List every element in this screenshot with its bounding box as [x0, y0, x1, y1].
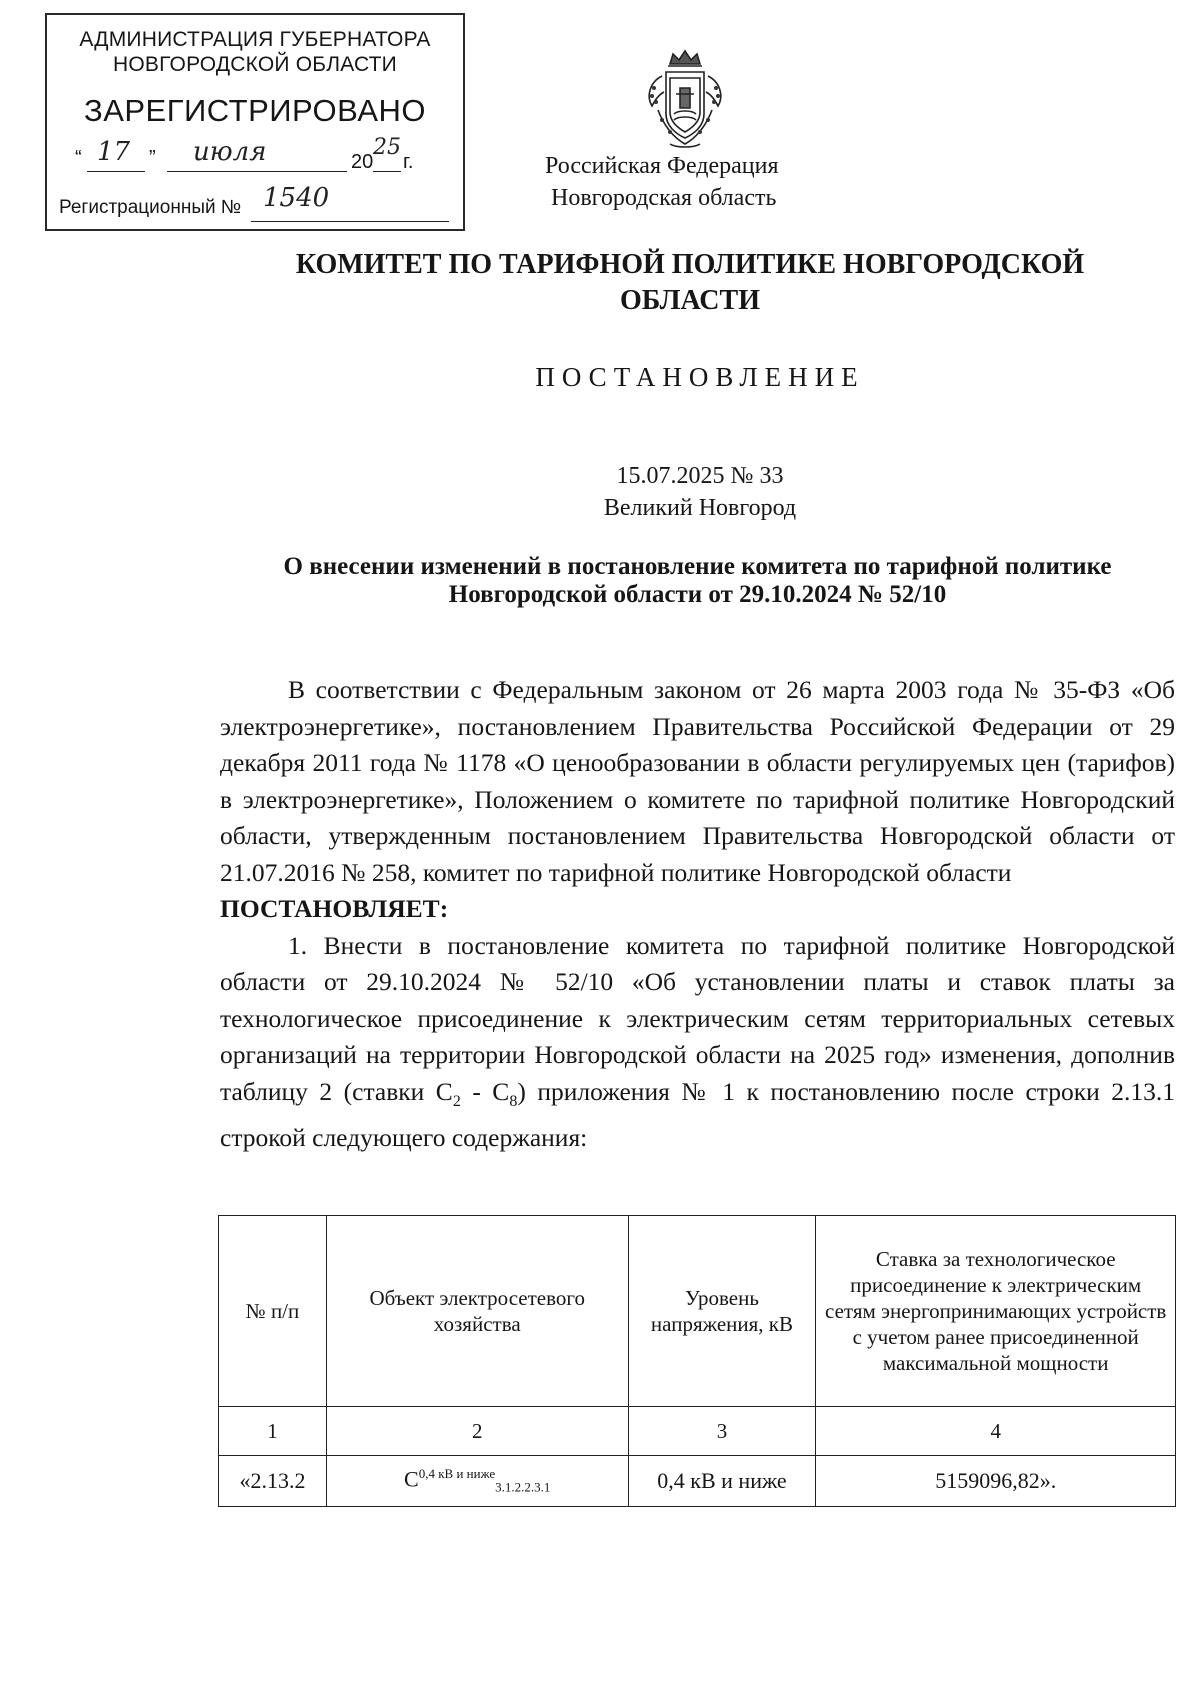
- row-number: «2.13.2: [219, 1456, 327, 1507]
- header-country: Российская Федерация: [545, 153, 779, 179]
- table-header-cell: Ставка за технологическое присоединение к электрическим сетям энергопринимающих устройств с учетом ранее присоединенной максимальной мощности: [816, 1216, 1176, 1407]
- header-region: Новгородская область: [551, 185, 777, 211]
- row-object-sup: 0,4 кВ и ниже: [418, 1466, 496, 1482]
- stamp-year-suffix: 25: [373, 135, 401, 160]
- stamp-year-prefix: 20: [351, 151, 374, 173]
- row-object: [326, 1456, 628, 1507]
- item-1-end: ) приложения № 1 к постановлению после строки 2.13.1 строкой следующего содержания:: [220, 1076, 1176, 1153]
- table-header-cell: Объект электросетевого хозяйства: [326, 1216, 628, 1407]
- preamble-paragraph: В соответствии с Федеральным законом от 26 марта 2003 года № 35-ФЗ «Об электроэнергетике», постановлением Правительства Российской Федерации от 29 декабря 2011 года № 1178 «О ценообразовании в области регулируемых цен (тарифов) в электроэнергетике», Положением о комитете по тарифной политике Новгородский области, утвержденным постановлением Правительства Новгородской области от 21.07.2016 № 258, комитет по тарифной политике Новгородской области: [220, 675, 1175, 887]
- item-1-sub-b: 8: [509, 1092, 518, 1110]
- item-1-sub-a: 2: [452, 1092, 461, 1110]
- table-header-cell: Уровень напряжения, кВ: [628, 1216, 816, 1407]
- committee-title: КОМИТЕТ ПО ТАРИФНОЙ ПОЛИТИКЕ НОВГОРОДСКОЙ ОБЛАСТИ: [295, 249, 1085, 316]
- document-city: Великий Новгород: [603, 495, 797, 521]
- stamp-reg-label: Регистрационный №: [59, 197, 242, 218]
- resolves-heading: ПОСТАНОВЛЯЕТ:: [220, 894, 449, 923]
- row-voltage: 0,4 кВ и ниже: [628, 1456, 816, 1507]
- table-header-cell: № п/п: [219, 1216, 327, 1407]
- stamp-org-line1: АДМИНИСТРАЦИЯ ГУБЕРНАТОРА: [79, 28, 431, 51]
- row-object-base: C: [404, 1466, 419, 1492]
- amendment-table: [218, 1215, 1176, 1507]
- table-number-cell: 2: [326, 1407, 628, 1456]
- stamp-month: июля: [193, 137, 267, 167]
- table-header-row: [219, 1216, 1176, 1407]
- stamp-org-line2: НОВГОРОДСКОЙ ОБЛАСТИ: [113, 53, 397, 76]
- document-subject: О внесении изменений в постановление комитета по тарифной политике Новгородской области от 29.10.2024 № 52/10: [283, 553, 1112, 608]
- stamp-date-line: “ 17 ” июля 20 25 г.: [75, 135, 414, 173]
- table-row: [219, 1456, 1176, 1507]
- row-rate: 5159096,82».: [816, 1456, 1176, 1507]
- table-number-cell: 3: [628, 1407, 816, 1456]
- row-object-sub: 3.1.2.2.3.1: [495, 1479, 551, 1495]
- table-number-cell: 4: [816, 1407, 1176, 1456]
- stamp-day: 17: [97, 137, 131, 167]
- registration-stamp: [45, 13, 465, 231]
- document-type: ПОСТАНОВЛЕНИЕ: [535, 362, 865, 392]
- coat-of-arms-icon: [640, 48, 730, 153]
- stamp-year-end: г.: [403, 151, 414, 173]
- item-1-text: 1. Внести в постановление комитета по тарифной политике Новгородской области от 29.10.2024 № 52/10 «Об установлении платы и ставок платы за технологическое присоединение к электрическим сетям территориальных сетевых организаций на территории Новгородской области на 2025 год» изменения, дополнив таблицу 2 (ставки C: [220, 930, 1175, 1106]
- stamp-number-line: [59, 183, 449, 223]
- document-body: [220, 672, 1175, 1157]
- stamp-reg-number: 1540: [263, 183, 330, 213]
- table-number-row: [219, 1407, 1176, 1456]
- stamp-registered: ЗАРЕГИСТРИРОВАНО: [83, 93, 426, 128]
- table-number-cell: 1: [219, 1407, 327, 1456]
- item-1-mid: - C: [460, 1076, 510, 1106]
- document-date-number: 15.07.2025 № 33: [616, 463, 784, 489]
- item-1-paragraph: [220, 928, 1175, 1157]
